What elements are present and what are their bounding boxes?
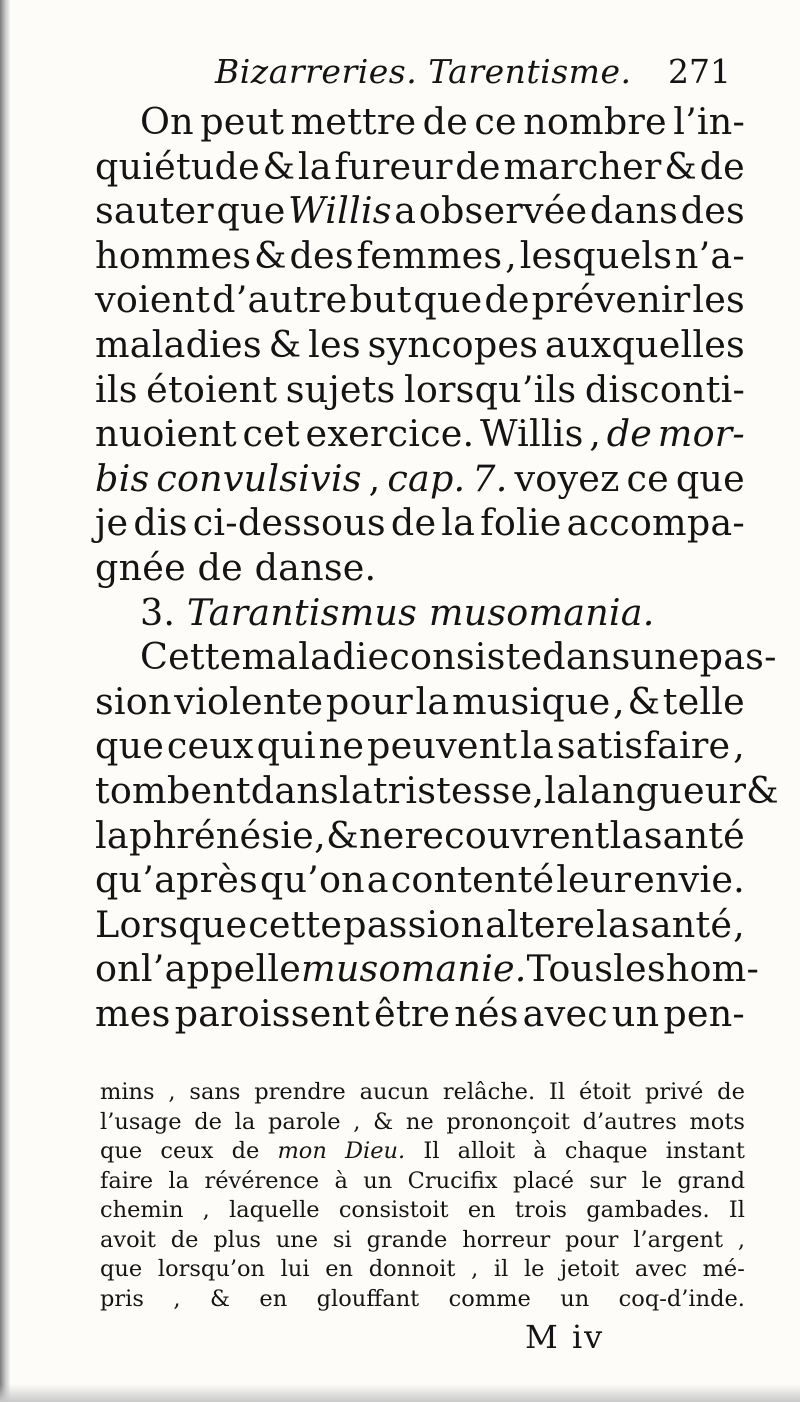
main-text-word: & bbox=[268, 322, 302, 366]
main-text-line bbox=[95, 992, 745, 1037]
main-text-line bbox=[95, 814, 745, 859]
main-text-word: qui bbox=[256, 724, 316, 768]
main-text-word: la bbox=[609, 813, 644, 857]
footnote-word: avec bbox=[634, 1256, 687, 1282]
main-text-word: la bbox=[520, 724, 554, 768]
main-text-word: mes bbox=[95, 991, 171, 1035]
main-text-word: hom- bbox=[665, 947, 759, 991]
footnote-word: le bbox=[523, 1256, 545, 1282]
footnote-line bbox=[100, 1108, 745, 1138]
footnote-word: en bbox=[325, 1256, 354, 1282]
main-text-word: fureur bbox=[334, 144, 453, 188]
main-text-word: nés bbox=[454, 991, 519, 1035]
footnote-line bbox=[100, 1285, 745, 1315]
main-text-word: & bbox=[627, 679, 661, 723]
footnote-line bbox=[100, 1226, 745, 1256]
footnote-word: grand bbox=[677, 1167, 745, 1194]
main-text-word: les bbox=[692, 278, 745, 322]
main-text-line bbox=[95, 412, 745, 457]
footnote-word: de bbox=[717, 1079, 745, 1105]
main-text-word: langueur bbox=[578, 768, 747, 812]
main-text-word: 7. bbox=[472, 456, 508, 500]
main-text-word: peuvent bbox=[367, 724, 518, 768]
main-text-word: musique bbox=[452, 679, 611, 723]
footnote-word: , bbox=[168, 1079, 176, 1105]
main-text-word: être bbox=[374, 991, 451, 1035]
main-text-word: de bbox=[455, 144, 501, 188]
main-text-word: ils bbox=[95, 367, 138, 411]
main-text-word: accompa- bbox=[566, 501, 745, 545]
footnote-word: alloit bbox=[457, 1138, 516, 1164]
main-text-word: la bbox=[415, 679, 450, 723]
footnote-line bbox=[100, 1078, 745, 1108]
footnote-word: jetoit bbox=[560, 1256, 620, 1282]
footnote-word: un bbox=[560, 1285, 590, 1312]
main-text-word: de bbox=[484, 278, 530, 322]
footnote-word: ceux bbox=[160, 1138, 214, 1164]
footnote-word: de bbox=[170, 1226, 199, 1253]
main-text-word: tombent bbox=[95, 768, 251, 812]
footnote-word: laquelle bbox=[229, 1197, 320, 1223]
main-text-word: peut bbox=[200, 100, 285, 143]
main-text-word: maladie bbox=[241, 635, 390, 679]
main-text-word: auxquelles bbox=[544, 322, 745, 366]
main-text-word: mettre bbox=[290, 100, 417, 143]
footnote-word: donnoit bbox=[368, 1256, 456, 1282]
main-text-line bbox=[95, 323, 745, 368]
main-text-word: n’a- bbox=[674, 233, 745, 277]
main-text-word: une bbox=[630, 635, 700, 679]
main-text-word: , bbox=[314, 813, 326, 857]
main-text-word: ne bbox=[318, 724, 365, 768]
footnote-word: que bbox=[100, 1138, 143, 1164]
main-text-line bbox=[95, 680, 745, 725]
main-text-word: sauter bbox=[95, 189, 214, 233]
main-text-word: telle bbox=[662, 679, 745, 723]
footnote-word: privé bbox=[644, 1079, 704, 1105]
footnote-word: Il bbox=[423, 1138, 440, 1164]
footnote-word: , bbox=[471, 1256, 479, 1282]
main-text-word: marcher bbox=[503, 144, 662, 188]
main-text-word: dis bbox=[133, 501, 188, 545]
main-text-line bbox=[95, 278, 745, 323]
main-text-word: maladies bbox=[95, 322, 262, 366]
footnote-word: aucun bbox=[359, 1079, 430, 1105]
main-text-word: des bbox=[680, 189, 745, 233]
main-text-word: 3. bbox=[140, 590, 176, 634]
footnote-word: avoit bbox=[100, 1226, 156, 1253]
main-text-word: phrénésie bbox=[129, 813, 314, 857]
main-text-word: que bbox=[675, 456, 745, 500]
footnote-word: Dieu. bbox=[344, 1138, 406, 1164]
footnote-word: un bbox=[363, 1167, 393, 1194]
main-text-word: , bbox=[613, 679, 625, 723]
footnote-word: sans bbox=[189, 1079, 241, 1105]
footnote-word: Il bbox=[728, 1197, 745, 1223]
footnote-word: étoit bbox=[578, 1079, 632, 1105]
footnote-word: lorsqu’on bbox=[157, 1256, 266, 1282]
footnote-word: chemin bbox=[100, 1197, 184, 1223]
footnote-line bbox=[100, 1255, 745, 1285]
footnote-line bbox=[100, 1196, 745, 1226]
main-text-word: altere bbox=[485, 902, 596, 946]
main-text-line bbox=[95, 947, 759, 992]
main-text-word: nombre bbox=[523, 100, 667, 143]
footnote-word: grande bbox=[366, 1226, 448, 1253]
main-text-line bbox=[95, 768, 779, 814]
footnote-line bbox=[100, 1167, 745, 1197]
page-bottom-shadow bbox=[0, 1384, 800, 1402]
main-text-word: les bbox=[613, 947, 666, 991]
footnote-word: la bbox=[168, 1167, 190, 1194]
main-text-word: contenté bbox=[390, 858, 555, 902]
main-text-word: & bbox=[254, 233, 287, 277]
main-text-word: envie. bbox=[633, 858, 745, 902]
main-text-word: recouvrent bbox=[404, 813, 610, 857]
main-text-word: qu’on bbox=[259, 858, 365, 902]
footnote-word: , bbox=[353, 1108, 361, 1135]
main-text-word: satisfaire bbox=[556, 724, 731, 768]
main-text-word: de bbox=[422, 100, 468, 143]
footnote-word: l’argent bbox=[633, 1226, 723, 1253]
footnote-word: mon bbox=[277, 1138, 327, 1164]
main-text-word: & bbox=[326, 813, 359, 857]
main-text-word: lesquels bbox=[519, 233, 673, 277]
footnote-word: si bbox=[332, 1226, 352, 1253]
main-text-word: gnée bbox=[95, 545, 186, 589]
footnote-word: ne bbox=[405, 1108, 434, 1135]
main-text-word: syncopes bbox=[367, 322, 539, 366]
main-text-word: pour bbox=[325, 679, 413, 723]
main-text-line bbox=[95, 457, 745, 502]
main-text-line bbox=[95, 501, 745, 546]
footnote-word: faire bbox=[100, 1167, 154, 1194]
main-text-word: la bbox=[596, 902, 630, 946]
running-head: Bizarreries. Tarentisme. bbox=[215, 52, 632, 91]
main-text-line bbox=[95, 145, 745, 190]
main-text-word: a bbox=[366, 858, 389, 902]
main-text-word: ce bbox=[626, 456, 669, 500]
main-text-line bbox=[95, 368, 745, 413]
main-text-word: nuoient bbox=[95, 412, 237, 456]
footnote-word: en bbox=[467, 1197, 496, 1223]
footnote-word: une bbox=[275, 1226, 319, 1253]
footnote-word: à bbox=[334, 1167, 348, 1194]
main-text-word: quiétude bbox=[95, 144, 260, 188]
main-text-word: cet bbox=[242, 412, 300, 456]
main-text-word: disconti- bbox=[584, 367, 745, 411]
footnote-word: comme bbox=[448, 1285, 531, 1312]
main-text-word: consiste bbox=[389, 635, 543, 679]
footnote-word: Crucifix bbox=[407, 1167, 498, 1194]
main-text-word: cap. bbox=[387, 456, 466, 500]
main-text-word: femmes bbox=[356, 233, 503, 277]
main-text-word: & bbox=[746, 768, 779, 812]
main-text-word: de bbox=[390, 501, 437, 545]
main-text-word: Willis bbox=[288, 189, 392, 233]
main-text-word: la bbox=[544, 768, 579, 812]
main-text-line bbox=[95, 903, 745, 948]
main-text-word: hommes bbox=[95, 233, 252, 277]
main-text-word: observée bbox=[418, 189, 588, 233]
footnote-word: d’autres bbox=[582, 1108, 677, 1135]
main-text-word: que bbox=[95, 724, 165, 768]
main-text-word: leur bbox=[556, 858, 632, 902]
main-text-word: danse. bbox=[254, 545, 377, 589]
page-number: 271 bbox=[668, 52, 731, 91]
footnote-word: Il bbox=[549, 1079, 566, 1105]
footnote-word: sur bbox=[589, 1167, 627, 1194]
main-text-word: santé bbox=[643, 813, 745, 857]
main-text-word: convulsivis bbox=[156, 456, 362, 500]
footnote-word: révérence bbox=[204, 1167, 320, 1194]
main-text-line bbox=[95, 591, 745, 636]
footnote-word: mots bbox=[689, 1108, 745, 1135]
footnote-word: la bbox=[234, 1108, 256, 1135]
main-text-line bbox=[95, 724, 745, 769]
main-text-word: la bbox=[441, 501, 476, 545]
main-text-word: ne bbox=[358, 813, 405, 857]
main-text-word: & bbox=[262, 144, 296, 188]
footnote-word: prononçoit bbox=[446, 1108, 570, 1135]
main-text-word: Tarantismus musomania. bbox=[186, 590, 655, 634]
footnote-word: , bbox=[202, 1197, 210, 1223]
main-text-word: passion bbox=[343, 902, 485, 946]
main-text-line bbox=[95, 858, 745, 903]
main-text-word: que bbox=[216, 189, 286, 233]
main-text-word: tristesse, bbox=[372, 768, 545, 812]
footnote-line bbox=[100, 1137, 745, 1167]
footnote-word: plus bbox=[213, 1226, 261, 1253]
footnote-word: relâche. bbox=[442, 1079, 536, 1105]
main-text-word: & bbox=[664, 144, 697, 188]
main-text-word: pas- bbox=[699, 635, 777, 679]
main-text-word: prévenir bbox=[531, 278, 691, 322]
main-text-word: on bbox=[95, 947, 141, 991]
main-text-word: bis bbox=[95, 456, 150, 500]
main-text-word: avec bbox=[522, 991, 608, 1035]
footnote-word: prendre bbox=[254, 1079, 346, 1105]
main-text-word: la bbox=[95, 813, 129, 857]
main-text-word: voyez bbox=[514, 456, 620, 500]
main-text-word: cette bbox=[248, 902, 343, 946]
main-text-word: Tous bbox=[526, 947, 614, 991]
main-text-word: de bbox=[197, 545, 243, 589]
main-text-word: les bbox=[308, 322, 361, 366]
main-text-word: mor- bbox=[657, 412, 745, 456]
footnote-word: en bbox=[259, 1285, 288, 1312]
main-text-word: Willis bbox=[480, 412, 584, 456]
main-text-word: de bbox=[699, 144, 745, 188]
footnote-word: & bbox=[373, 1108, 394, 1135]
main-text-word: ci-dessous bbox=[192, 501, 386, 545]
main-text-word: sujets bbox=[285, 367, 396, 411]
main-text-word: lorsqu’ils bbox=[403, 367, 577, 411]
footnote-word: lui bbox=[280, 1256, 310, 1282]
footnote-word: instant bbox=[665, 1138, 745, 1164]
main-text-word: On bbox=[140, 100, 194, 143]
footnote-word: placé bbox=[513, 1167, 574, 1194]
main-text-word: santé bbox=[630, 902, 733, 946]
main-text-line bbox=[95, 100, 745, 145]
main-text bbox=[95, 100, 779, 1036]
footnote-word: & bbox=[209, 1285, 230, 1312]
main-text-word: voient bbox=[95, 278, 211, 322]
footnote-word: de bbox=[194, 1108, 222, 1135]
footnote-word: consistoit bbox=[338, 1197, 449, 1223]
main-text-word: la bbox=[297, 144, 332, 188]
footnote-word: mé- bbox=[702, 1256, 745, 1282]
main-text-word: d’autre bbox=[212, 278, 348, 322]
main-text-word: , bbox=[733, 902, 745, 946]
main-text-word: ce bbox=[474, 100, 517, 143]
page-gutter-shadow bbox=[0, 0, 10, 1402]
footnote-word: pris bbox=[100, 1285, 144, 1312]
main-text-word: étoient bbox=[146, 367, 278, 411]
main-text-line bbox=[95, 234, 745, 279]
footnote-word: à bbox=[533, 1138, 547, 1164]
main-text-word: l’in- bbox=[673, 100, 745, 143]
main-text-word: dans bbox=[542, 635, 631, 679]
main-text-word: l’appelle bbox=[140, 947, 302, 991]
footnote-word: chaque bbox=[564, 1138, 648, 1164]
footnote-word: , bbox=[173, 1285, 181, 1312]
main-text-word: qu’après bbox=[95, 858, 258, 902]
main-text-word: de bbox=[606, 412, 653, 456]
footnote-word: parole bbox=[267, 1108, 341, 1135]
footnote bbox=[100, 1078, 745, 1314]
main-text-word: , bbox=[733, 724, 745, 768]
main-text-word: dans bbox=[250, 768, 339, 812]
main-text-word: exercice. bbox=[305, 412, 475, 456]
main-text-word: folie bbox=[480, 501, 562, 545]
main-text-word: , bbox=[368, 456, 381, 500]
main-text-word: violente bbox=[174, 679, 324, 723]
main-text-word: dans bbox=[589, 189, 679, 233]
main-text-word: Cette bbox=[140, 635, 242, 679]
footnote-word: gambades. bbox=[586, 1197, 710, 1223]
main-text-word: la bbox=[338, 768, 373, 812]
main-text-word: je bbox=[95, 501, 129, 545]
main-text-word: ceux bbox=[166, 724, 254, 768]
main-text-word: but bbox=[349, 278, 412, 322]
main-text-word: que bbox=[413, 278, 483, 322]
main-text-word: sion bbox=[95, 679, 172, 723]
main-text-word: , bbox=[589, 412, 602, 456]
footnote-word: glouffant bbox=[316, 1285, 420, 1312]
signature-mark: M iv bbox=[525, 1318, 605, 1356]
footnote-word: horreur bbox=[462, 1226, 551, 1253]
main-text-word: , bbox=[505, 233, 517, 277]
main-text-word: un bbox=[611, 991, 660, 1035]
footnote-word: de bbox=[231, 1138, 260, 1164]
footnote-word: il bbox=[493, 1256, 509, 1282]
main-text-word: musomanie. bbox=[301, 947, 527, 991]
main-text-word: des bbox=[289, 233, 354, 277]
footnote-word: que bbox=[100, 1256, 143, 1282]
footnote-word: pour bbox=[565, 1226, 619, 1253]
main-text-word: pen- bbox=[663, 991, 745, 1035]
footnote-word: trois bbox=[514, 1197, 567, 1223]
main-text-line bbox=[95, 635, 777, 680]
main-text-word: paroissent bbox=[174, 991, 371, 1035]
main-text-line bbox=[95, 546, 745, 591]
footnote-word: le bbox=[641, 1167, 663, 1194]
footnote-word: coq-d’inde. bbox=[618, 1285, 745, 1312]
main-text-line bbox=[95, 189, 745, 234]
footnote-word: l’usage bbox=[100, 1108, 182, 1135]
footnote-word: mins bbox=[100, 1079, 155, 1105]
main-text-word: a bbox=[394, 189, 417, 233]
page-header bbox=[0, 52, 800, 102]
main-text-word: Lorsque bbox=[95, 902, 248, 946]
footnote-word: , bbox=[737, 1226, 745, 1253]
